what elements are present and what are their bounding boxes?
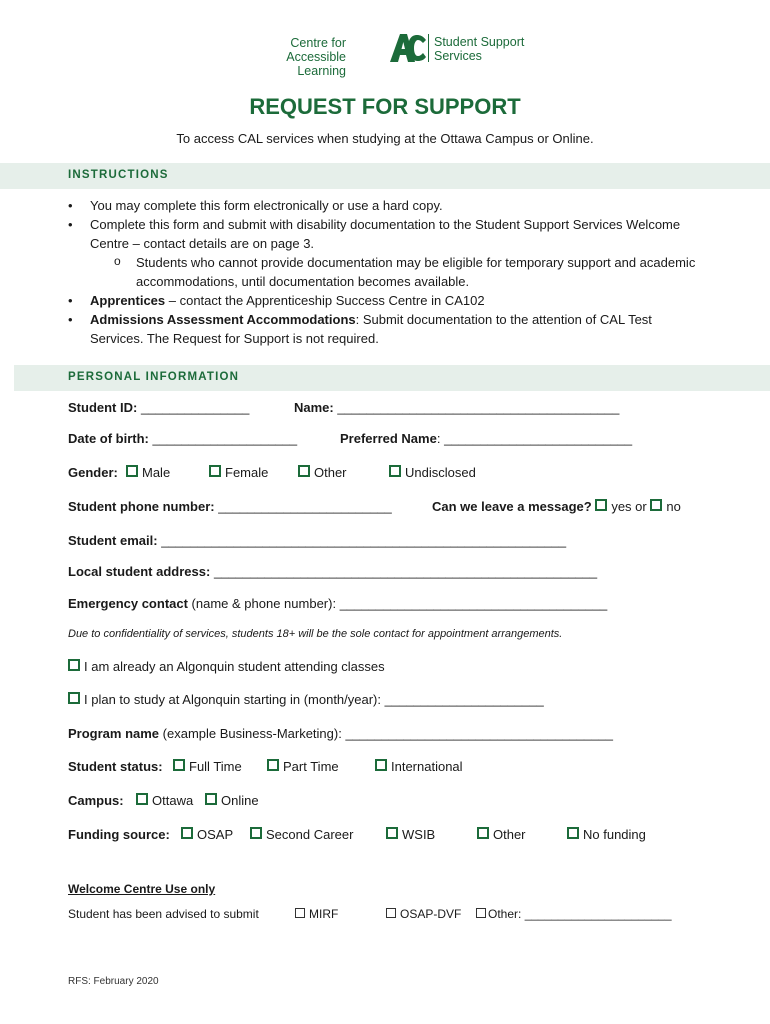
option-label: Female [225,465,269,480]
option-label: MIRF [309,907,339,921]
instruction-item [68,310,708,348]
checkbox[interactable] [136,793,148,805]
funding-row [68,827,170,842]
instruction-text: Complete this form and submit with disability documentation to the Student Support Services Welcome Centre – contact details are on page 3. [90,217,681,251]
page-subtitle: To access CAL services when studying at the Ottawa Campus or Online. [176,131,594,146]
option-label: WSIB [402,827,436,842]
dob-field[interactable]: ____________________ [152,431,298,446]
option-label: Full Time [189,759,242,774]
preferred-name-label: Preferred Name [340,431,437,446]
dob-label: Date of birth: [68,431,149,446]
option-label: Other [493,827,526,842]
gender-label: Gender: [68,465,118,480]
option-label: Part Time [283,759,339,774]
cal-logo [236,36,346,78]
phone-label: Student phone number: [68,499,215,514]
instructions-list [68,196,708,348]
instructions-band [0,163,770,189]
address-field[interactable]: _____________________________________________________ [213,564,598,579]
checkbox[interactable] [295,908,305,918]
ac-logo-icon [390,34,426,62]
no-label: no [666,499,681,514]
start-date-field[interactable]: ______________________ [384,692,544,707]
welcome-heading: Welcome Centre Use only [68,882,216,896]
sss-logo [434,35,524,63]
confidentiality-note: Due to confidentiality of services, students 18+ will be the sole contact for appointment arrangements. [68,628,563,640]
checkbox[interactable] [567,827,579,839]
checkbox[interactable] [68,692,80,704]
gender-male-option[interactable] [126,465,170,480]
cal-logo-line2: Accessible Learning [286,50,346,78]
name-label: Name: [294,400,334,415]
funding-other-option[interactable] [477,827,526,842]
funding-label: Funding source: [68,827,170,842]
email-row [68,533,566,548]
gender-female-option[interactable] [209,465,268,480]
gender-undisclosed-option[interactable] [389,465,476,480]
checkbox[interactable] [68,659,80,671]
yes-label: yes or [611,499,647,514]
email-field[interactable]: ________________________________________________________ [161,533,567,548]
already-student-option[interactable] [68,659,385,674]
checkbox[interactable] [173,759,185,771]
leave-message-row [432,499,681,514]
campus-label: Campus: [68,793,124,808]
advised-label: Student has been advised to submit [68,907,259,921]
instruction-text: : Submit documentation to the attention of CAL Test Services. The Request for Support is not required. [90,312,652,346]
name-row [294,400,619,415]
option-label: Undisclosed [405,465,476,480]
checkbox-yes[interactable] [595,499,607,511]
checkbox-no[interactable] [650,499,662,511]
checkbox[interactable] [389,465,401,477]
sss-logo-line1: Student Support [434,35,525,49]
option-label: International [391,759,463,774]
campus-row [68,793,124,808]
emergency-hint: (name & phone number): [187,596,340,611]
option-label: No funding [583,827,646,842]
welcome-other-option[interactable] [476,907,672,921]
personal-info-heading: PERSONAL INFORMATION [68,371,240,383]
welcome-osap-dvf-option[interactable] [386,907,461,921]
checkbox[interactable] [298,465,310,477]
instruction-text: You may complete this form electronically or use a hard copy. [90,198,443,213]
instruction-bold: Admissions Assessment Accommodations [90,312,356,327]
option-label: Other [314,465,347,480]
personal-info-band [14,365,770,391]
emergency-label: Emergency contact [68,596,188,611]
option-label: Second Career [266,827,354,842]
program-field[interactable]: _____________________________________ [345,726,613,741]
instruction-item [68,291,708,310]
student-id-field[interactable]: _______________ [140,400,250,415]
phone-row [68,499,392,514]
checkbox[interactable] [375,759,387,771]
checkbox[interactable] [476,908,486,918]
plan-to-study-option[interactable] [68,692,544,707]
status-row [68,759,163,774]
instructions-heading: INSTRUCTIONS [68,169,169,181]
funding-wsib-option[interactable] [386,827,435,842]
preferred-name-colon: : [436,431,441,446]
checkbox[interactable] [181,827,193,839]
checkbox[interactable] [386,908,396,918]
name-field[interactable]: _______________________________________ [337,400,620,415]
program-row [68,726,613,741]
program-label: Program name [68,726,160,741]
preferred-name-row [340,431,632,446]
option-label: Male [142,465,171,480]
checkbox[interactable] [126,465,138,477]
checkbox[interactable] [477,827,489,839]
status-international-option[interactable] [375,759,463,774]
option-label: OSAP [197,827,234,842]
checkbox[interactable] [209,465,221,477]
option-label: Ottawa [152,793,194,808]
instruction-item [68,196,708,215]
phone-field[interactable]: ________________________ [218,499,392,514]
instruction-text: – contact the Apprenticeship Success Centre in CA102 [165,293,485,308]
funding-second-career-option[interactable] [250,827,353,842]
page-title: REQUEST FOR SUPPORT [249,94,521,119]
welcome-mirf-option[interactable] [295,907,338,921]
option-label: OSAP-DVF [400,907,462,921]
instruction-bold: Apprentices [90,293,166,308]
leave-message-label: Can we leave a message? [432,499,592,514]
status-full-time-option[interactable] [173,759,242,774]
preferred-name-field[interactable]: __________________________ [444,431,633,446]
checkbox[interactable] [205,793,217,805]
footer-version: RFS: February 2020 [68,976,159,987]
option-label: Other: [488,907,525,921]
campus-online-option[interactable] [205,793,259,808]
sss-logo-line2: Services [434,49,482,63]
emergency-field[interactable]: _____________________________________ [339,596,608,611]
other-field[interactable]: ______________________ [524,907,672,921]
option-label: Online [221,793,259,808]
instruction-subtext: Students who cannot provide documentation may be eligible for temporary support and academic accommodations, until documentation becomes available. [136,255,696,289]
address-row [68,564,597,579]
gender-other-option[interactable] [298,465,347,480]
checkbox[interactable] [386,827,398,839]
cal-logo-line1: Centre for [290,36,346,50]
funding-osap-option[interactable] [181,827,233,842]
student-id-label: Student ID: [68,400,138,415]
program-hint: (example Business-Marketing): [159,726,346,741]
option-label: I plan to study at Algonquin starting in (month/year): [84,692,385,707]
gender-row [68,465,118,480]
dob-row [68,431,297,446]
funding-none-option[interactable] [567,827,646,842]
checkbox[interactable] [267,759,279,771]
option-label: I am already an Algonquin student attending classes [84,659,385,674]
instruction-item [68,215,708,291]
campus-ottawa-option[interactable] [136,793,193,808]
student-id-row [68,400,249,415]
status-part-time-option[interactable] [267,759,339,774]
instruction-subitem [90,253,708,291]
status-label: Student status: [68,759,163,774]
email-label: Student email: [68,533,158,548]
emergency-row [68,596,607,611]
logo-divider [428,34,429,62]
address-label: Local student address: [68,564,211,579]
checkbox[interactable] [250,827,262,839]
